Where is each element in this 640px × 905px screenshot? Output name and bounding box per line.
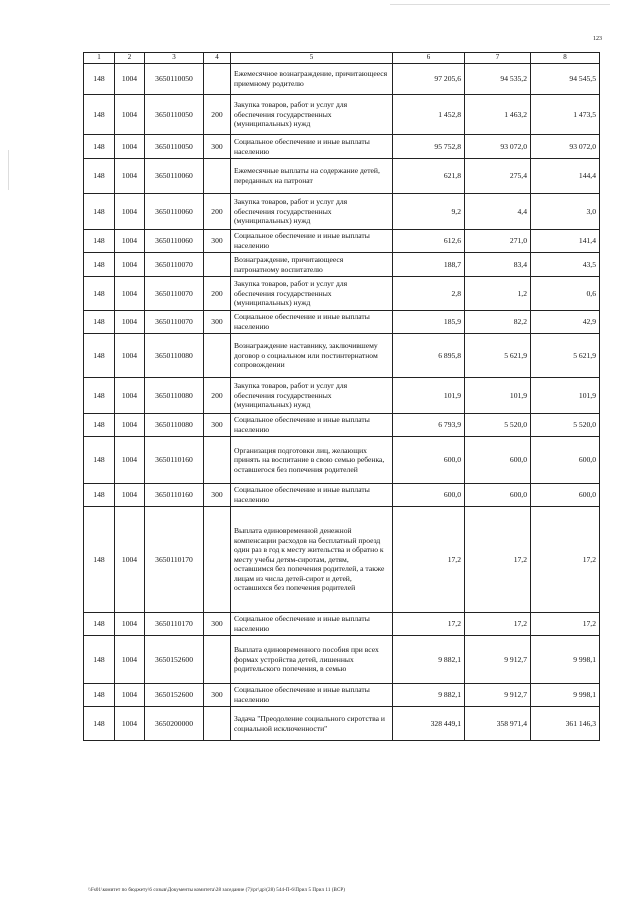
- cell-value-year3: 9 998,1: [531, 636, 600, 684]
- table-row: [84, 684, 600, 707]
- cell-expense-type: 200: [204, 95, 231, 135]
- cell-ministry: 148: [84, 230, 115, 253]
- cell-value-year3: 1 473,5: [531, 95, 600, 135]
- cell-expense-type: 300: [204, 414, 231, 437]
- cell-expense-type: 300: [204, 684, 231, 707]
- cell-ministry: 148: [84, 311, 115, 334]
- cell-value-year3: 9 998,1: [531, 684, 600, 707]
- table-row: [84, 253, 600, 277]
- cell-description: Социальное обеспечение и иные выплаты населению: [231, 135, 393, 159]
- cell-target-article: 3650110050: [145, 95, 204, 135]
- table-row: [84, 334, 600, 378]
- cell-value-year3: 94 545,5: [531, 64, 600, 95]
- footer-file-path: \\Fs01\комитет по бюджету\6 созыв\Документы комитета\28 заседание (7)\рг\др\(28) 544-П-6\Прил 5 Прил 11 (ВСР): [88, 888, 346, 893]
- cell-value-year2: 1,2: [465, 277, 531, 311]
- cell-value-year2: 101,9: [465, 378, 531, 414]
- cell-description: Ежемесячные выплаты на содержание детей, переданных на патронат: [231, 159, 393, 194]
- cell-value-year1: 328 449,1: [393, 707, 465, 741]
- table-row: [84, 613, 600, 636]
- table-row: [84, 135, 600, 159]
- cell-target-article: 3650152600: [145, 636, 204, 684]
- table-row: [84, 437, 600, 484]
- cell-expense-type: 200: [204, 194, 231, 230]
- cell-section: 1004: [115, 484, 145, 507]
- cell-description: Задача "Преодоление социального сиротства и социальной исключенности": [231, 707, 393, 741]
- cell-value-year3: 600,0: [531, 437, 600, 484]
- cell-description: Вознаграждение наставнику, заключившему договор о социальном или постинтернатном сопровождении: [231, 334, 393, 378]
- cell-ministry: 148: [84, 414, 115, 437]
- cell-value-year2: 271,0: [465, 230, 531, 253]
- cell-target-article: 3650110070: [145, 253, 204, 277]
- cell-description: Социальное обеспечение и иные выплаты населению: [231, 414, 393, 437]
- cell-section: 1004: [115, 613, 145, 636]
- cell-target-article: 3650110080: [145, 334, 204, 378]
- cell-value-year1: 612,6: [393, 230, 465, 253]
- scan-mark-top: [390, 4, 610, 5]
- table-row: [84, 159, 600, 194]
- cell-description: Социальное обеспечение и иные выплаты населению: [231, 311, 393, 334]
- cell-ministry: 148: [84, 707, 115, 741]
- col-header-7: 7: [465, 53, 531, 64]
- cell-expense-type: 300: [204, 135, 231, 159]
- cell-ministry: 148: [84, 613, 115, 636]
- cell-ministry: 148: [84, 507, 115, 613]
- cell-section: 1004: [115, 135, 145, 159]
- cell-value-year2: 83,4: [465, 253, 531, 277]
- table-row: [84, 507, 600, 613]
- table-row: [84, 277, 600, 311]
- cell-ministry: 148: [84, 437, 115, 484]
- cell-target-article: 3650110050: [145, 64, 204, 95]
- cell-expense-type: [204, 437, 231, 484]
- cell-description: Закупка товаров, работ и услуг для обеспечения государственных (муниципальных) нужд: [231, 95, 393, 135]
- header-row: [84, 53, 600, 64]
- cell-expense-type: 300: [204, 230, 231, 253]
- cell-value-year2: 17,2: [465, 613, 531, 636]
- cell-description: Вознаграждение, причитающееся патронатному воспитателю: [231, 253, 393, 277]
- cell-value-year3: 5 520,0: [531, 414, 600, 437]
- cell-section: 1004: [115, 95, 145, 135]
- cell-description: Закупка товаров, работ и услуг для обеспечения государственных (муниципальных) нужд: [231, 378, 393, 414]
- cell-target-article: 3650110170: [145, 613, 204, 636]
- cell-target-article: 3650200000: [145, 707, 204, 741]
- budget-table: [83, 52, 600, 741]
- cell-value-year2: 600,0: [465, 484, 531, 507]
- cell-target-article: 3650110060: [145, 230, 204, 253]
- cell-value-year2: 94 535,2: [465, 64, 531, 95]
- cell-value-year2: 17,2: [465, 507, 531, 613]
- cell-description: Социальное обеспечение и иные выплаты населению: [231, 230, 393, 253]
- cell-target-article: 3650110060: [145, 194, 204, 230]
- table-row: [84, 311, 600, 334]
- cell-description: Социальное обеспечение и иные выплаты населению: [231, 613, 393, 636]
- col-header-6: 6: [393, 53, 465, 64]
- cell-ministry: 148: [84, 253, 115, 277]
- cell-section: 1004: [115, 230, 145, 253]
- table-row: [84, 95, 600, 135]
- cell-value-year2: 5 621,9: [465, 334, 531, 378]
- cell-expense-type: [204, 707, 231, 741]
- cell-value-year1: 2,8: [393, 277, 465, 311]
- cell-value-year3: 0,6: [531, 277, 600, 311]
- cell-value-year2: 1 463,2: [465, 95, 531, 135]
- cell-value-year2: 600,0: [465, 437, 531, 484]
- cell-description: Закупка товаров, работ и услуг для обеспечения государственных (муниципальных) нужд: [231, 194, 393, 230]
- cell-value-year2: 9 912,7: [465, 684, 531, 707]
- cell-target-article: 3650110070: [145, 311, 204, 334]
- table-row: [84, 194, 600, 230]
- cell-section: 1004: [115, 64, 145, 95]
- cell-value-year3: 600,0: [531, 484, 600, 507]
- cell-value-year1: 95 752,8: [393, 135, 465, 159]
- cell-section: 1004: [115, 311, 145, 334]
- cell-section: 1004: [115, 253, 145, 277]
- cell-expense-type: [204, 334, 231, 378]
- cell-expense-type: [204, 159, 231, 194]
- cell-value-year1: 6 895,8: [393, 334, 465, 378]
- cell-target-article: 3650152600: [145, 684, 204, 707]
- cell-value-year3: 93 072,0: [531, 135, 600, 159]
- table-row: [84, 484, 600, 507]
- cell-value-year1: 101,9: [393, 378, 465, 414]
- cell-value-year1: 600,0: [393, 437, 465, 484]
- cell-description: Социальное обеспечение и иные выплаты населению: [231, 484, 393, 507]
- col-header-2: 2: [115, 53, 145, 64]
- cell-value-year3: 141,4: [531, 230, 600, 253]
- cell-section: 1004: [115, 636, 145, 684]
- cell-section: 1004: [115, 334, 145, 378]
- cell-value-year2: 358 971,4: [465, 707, 531, 741]
- cell-description: Выплата единовременного пособия при всех формах устройства детей, лишенных родительского попечения, в семью: [231, 636, 393, 684]
- cell-value-year3: 361 146,3: [531, 707, 600, 741]
- cell-description: Выплата единовременной денежной компенсации расходов на бесплатный проезд один раз в год к месту жительства и обратно к месту учебы детям-сиротам, детям, оставшимся без попечения родителей, а также лицам из числа детей-сирот и детей, оставшихся без попечения родителей: [231, 507, 393, 613]
- cell-value-year1: 9 882,1: [393, 636, 465, 684]
- cell-value-year1: 17,2: [393, 507, 465, 613]
- col-header-8: 8: [531, 53, 600, 64]
- cell-target-article: 3650110070: [145, 277, 204, 311]
- cell-value-year3: 17,2: [531, 507, 600, 613]
- page-number: 123: [593, 36, 602, 42]
- cell-value-year3: 42,9: [531, 311, 600, 334]
- cell-description: Организация подготовки лиц, желающих принять на воспитание в свою семью ребенка, оставшегося без попечения родителей: [231, 437, 393, 484]
- cell-description: Социальное обеспечение и иные выплаты населению: [231, 684, 393, 707]
- cell-value-year2: 9 912,7: [465, 636, 531, 684]
- cell-value-year3: 17,2: [531, 613, 600, 636]
- cell-description: Закупка товаров, работ и услуг для обеспечения государственных (муниципальных) нужд: [231, 277, 393, 311]
- cell-ministry: 148: [84, 684, 115, 707]
- cell-ministry: 148: [84, 135, 115, 159]
- cell-description: Ежемесячное вознаграждение, причитающееся приемному родителю: [231, 64, 393, 95]
- cell-expense-type: 300: [204, 484, 231, 507]
- cell-ministry: 148: [84, 64, 115, 95]
- cell-value-year3: 5 621,9: [531, 334, 600, 378]
- table-row: [84, 707, 600, 741]
- cell-section: 1004: [115, 684, 145, 707]
- cell-ministry: 148: [84, 636, 115, 684]
- cell-value-year1: 9 882,1: [393, 684, 465, 707]
- cell-expense-type: 300: [204, 613, 231, 636]
- cell-target-article: 3650110050: [145, 135, 204, 159]
- cell-expense-type: [204, 253, 231, 277]
- table-row: [84, 378, 600, 414]
- cell-ministry: 148: [84, 484, 115, 507]
- cell-section: 1004: [115, 378, 145, 414]
- col-header-3: 3: [145, 53, 204, 64]
- cell-ministry: 148: [84, 277, 115, 311]
- cell-section: 1004: [115, 437, 145, 484]
- cell-value-year1: 17,2: [393, 613, 465, 636]
- cell-value-year3: 101,9: [531, 378, 600, 414]
- table-row: [84, 636, 600, 684]
- cell-target-article: 3650110080: [145, 378, 204, 414]
- col-header-1: 1: [84, 53, 115, 64]
- cell-target-article: 3650110080: [145, 414, 204, 437]
- cell-ministry: 148: [84, 159, 115, 194]
- cell-target-article: 3650110170: [145, 507, 204, 613]
- scan-mark-left: [8, 150, 9, 190]
- cell-value-year3: 3,0: [531, 194, 600, 230]
- cell-section: 1004: [115, 507, 145, 613]
- cell-ministry: 148: [84, 378, 115, 414]
- cell-value-year2: 5 520,0: [465, 414, 531, 437]
- cell-value-year3: 43,5: [531, 253, 600, 277]
- cell-section: 1004: [115, 707, 145, 741]
- col-header-4: 4: [204, 53, 231, 64]
- cell-ministry: 148: [84, 95, 115, 135]
- cell-ministry: 148: [84, 194, 115, 230]
- cell-value-year2: 4,4: [465, 194, 531, 230]
- cell-expense-type: [204, 636, 231, 684]
- cell-expense-type: [204, 64, 231, 95]
- cell-value-year1: 1 452,8: [393, 95, 465, 135]
- cell-section: 1004: [115, 159, 145, 194]
- cell-expense-type: 200: [204, 378, 231, 414]
- table-row: [84, 230, 600, 253]
- cell-target-article: 3650110160: [145, 484, 204, 507]
- cell-section: 1004: [115, 414, 145, 437]
- cell-section: 1004: [115, 277, 145, 311]
- cell-value-year1: 600,0: [393, 484, 465, 507]
- cell-value-year1: 185,9: [393, 311, 465, 334]
- cell-value-year1: 621,8: [393, 159, 465, 194]
- cell-ministry: 148: [84, 334, 115, 378]
- cell-value-year2: 93 072,0: [465, 135, 531, 159]
- cell-expense-type: 200: [204, 277, 231, 311]
- cell-value-year1: 188,7: [393, 253, 465, 277]
- cell-value-year1: 6 793,9: [393, 414, 465, 437]
- col-header-5: 5: [231, 53, 393, 64]
- cell-expense-type: 300: [204, 311, 231, 334]
- cell-value-year2: 275,4: [465, 159, 531, 194]
- cell-target-article: 3650110060: [145, 159, 204, 194]
- table-row: [84, 414, 600, 437]
- cell-value-year2: 82,2: [465, 311, 531, 334]
- cell-value-year3: 144,4: [531, 159, 600, 194]
- cell-target-article: 3650110160: [145, 437, 204, 484]
- cell-expense-type: [204, 507, 231, 613]
- cell-value-year1: 9,2: [393, 194, 465, 230]
- table-row: [84, 64, 600, 95]
- cell-value-year1: 97 205,6: [393, 64, 465, 95]
- cell-section: 1004: [115, 194, 145, 230]
